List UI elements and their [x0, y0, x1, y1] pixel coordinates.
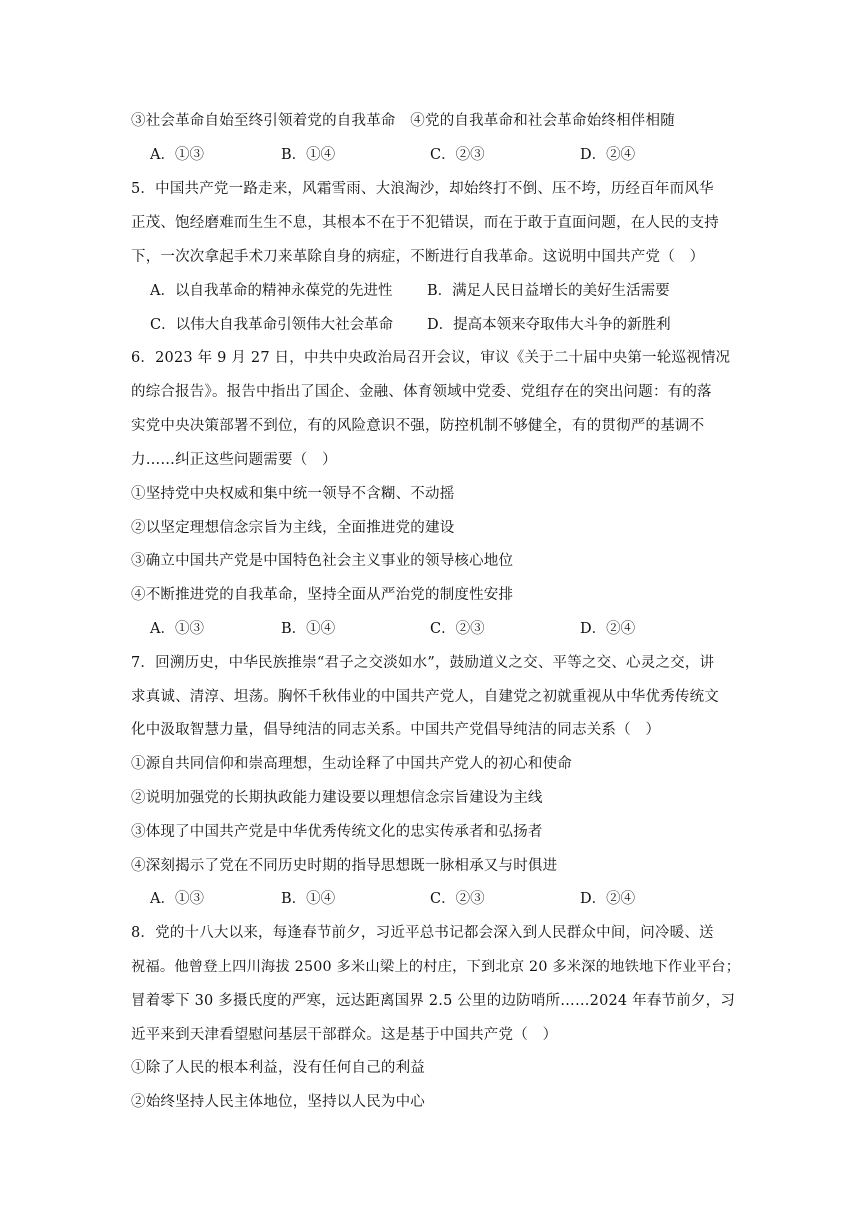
q8-statement-1: ①除了人民的根本利益，没有任何自己的利益: [131, 1060, 425, 1076]
q5-stem-line-2: 正茂、饱经磨难而生生不息，其根本不在于不犯错误，而在于敢于直面问题，在人民的支持: [131, 215, 719, 231]
q7-stem-line-1: 7．回溯历史，中华民族推崇“君子之交淡如水”，鼓励道义之交、平等之交、心灵之交，讲: [131, 655, 715, 671]
q6-stem-line-2: 的综合报告》。报告中指出了国企、金融、体育领域中党委、党组存在的突出问题：有的落: [131, 384, 712, 400]
q7-option-b[interactable]: B．①④: [281, 891, 336, 907]
q8-stem-line-4: 近平来到天津看望慰问基层干部群众。这是基于中国共产党（ ）: [131, 1027, 558, 1043]
q4-option-b[interactable]: B．①④: [281, 147, 336, 163]
q7-statement-1: ①源自共同信仰和崇高理想，生动诠释了中国共产党人的初心和使命: [131, 756, 572, 772]
q6-option-d[interactable]: D．②④: [580, 621, 636, 637]
q7-stem-line-3: 化中汲取智慧力量，倡导纯洁的同志关系。中国共产党倡导纯洁的同志关系（ ）: [131, 722, 661, 738]
q6-statement-1: ①坚持党中央权威和集中统一领导不含糊、不动摇: [131, 486, 455, 502]
q5-option-b[interactable]: B．满足人民日益增长的美好生活需要: [427, 283, 670, 299]
q4-option-d[interactable]: D．②④: [580, 147, 636, 163]
q6-statement-3: ③确立中国共产党是中国特色社会主义事业的领导核心地位: [131, 553, 514, 569]
q8-statement-2: ②始终坚持人民主体地位，坚持以人民为中心: [131, 1094, 425, 1110]
q6-stem-line-3: 实党中央决策部署不到位，有的风险意识不强，防控机制不够健全，有的贯彻严的基调不: [131, 418, 705, 434]
q7-option-d[interactable]: D．②④: [580, 891, 636, 907]
q7-statement-2: ②说明加强党的长期执政能力建设要以理想信念宗旨建设为主线: [131, 790, 543, 806]
q6-option-b[interactable]: B．①④: [281, 621, 336, 637]
q5-option-c[interactable]: C．以伟大自我革命引领伟大社会革命: [150, 317, 394, 333]
q7-options: [150, 889, 750, 909]
q6-statement-2: ②以坚定理想信念宗旨为主线，全面推进党的建设: [131, 520, 455, 536]
q5-option-a[interactable]: A．以自我革命的精神永葆党的先进性: [150, 283, 393, 299]
q6-option-c[interactable]: C．②③: [430, 621, 485, 637]
q4-option-a[interactable]: A．①③: [150, 147, 204, 163]
q5-stem-line-1: 5．中国共产党一路走来，风霜雪雨、大浪淘沙，却始终打不倒、压不垮，历经百年而风华: [131, 181, 714, 197]
q6-stem-line-4: 力……纠正这些问题需要（ ）: [131, 452, 337, 468]
q6-options: [150, 619, 750, 639]
q4-option-c[interactable]: C．②③: [430, 147, 485, 163]
q7-statement-3: ③体现了中国共产党是中华优秀传统文化的忠实传承者和弘扬者: [131, 824, 543, 840]
q5-stem-line-3: 下，一次次拿起手术刀来革除自身的病症，不断进行自我革命。这说明中国共产党（ ）: [131, 249, 705, 265]
q5-options-row-1: [150, 281, 750, 301]
q6-statement-4: ④不断推进党的自我革命，坚持全面从严治党的制度性安排: [131, 587, 514, 603]
q5-options-row-2: [150, 315, 750, 335]
q8-stem-line-2: 祝福。他曾登上四川海拔 2500 多米山梁上的村庄，下到北京 20 多米深的地铁地下作业平台；: [131, 959, 741, 975]
q7-option-a[interactable]: A．①③: [150, 891, 204, 907]
q8-stem-line-1: 8．党的十八大以来，每逢春节前夕，习近平总书记都会深入到人民群众中间，问冷暖、送: [131, 925, 714, 941]
q8-stem-line-3: 冒着零下 30 多摄氏度的严寒，远达距离国界 2.5 公里的边防哨所……2024 年春节前夕，习: [131, 993, 736, 1009]
q7-stem-line-2: 求真诚、清淳、坦荡。胸怀千秋伟业的中国共产党人，自建党之初就重视从中华优秀传统文: [131, 689, 719, 705]
q6-option-a[interactable]: A．①③: [150, 621, 204, 637]
q4-options: [150, 145, 750, 165]
q7-option-c[interactable]: C．②③: [430, 891, 485, 907]
q4-statements-line: ③社会革命自始至终引领着党的自我革命 ④党的自我革命和社会革命始终相伴相随: [131, 113, 675, 129]
q6-stem-line-1: 6．2023 年 9 月 27 日，中共中央政治局召开会议，审议《关于二十届中央第一轮巡视情况: [131, 350, 731, 366]
q5-option-d[interactable]: D．提高本领来夺取伟大斗争的新胜利: [427, 317, 671, 333]
q7-statement-4: ④深刻揭示了党在不同历史时期的指导思想既一脉相承又与时俱进: [131, 858, 558, 874]
